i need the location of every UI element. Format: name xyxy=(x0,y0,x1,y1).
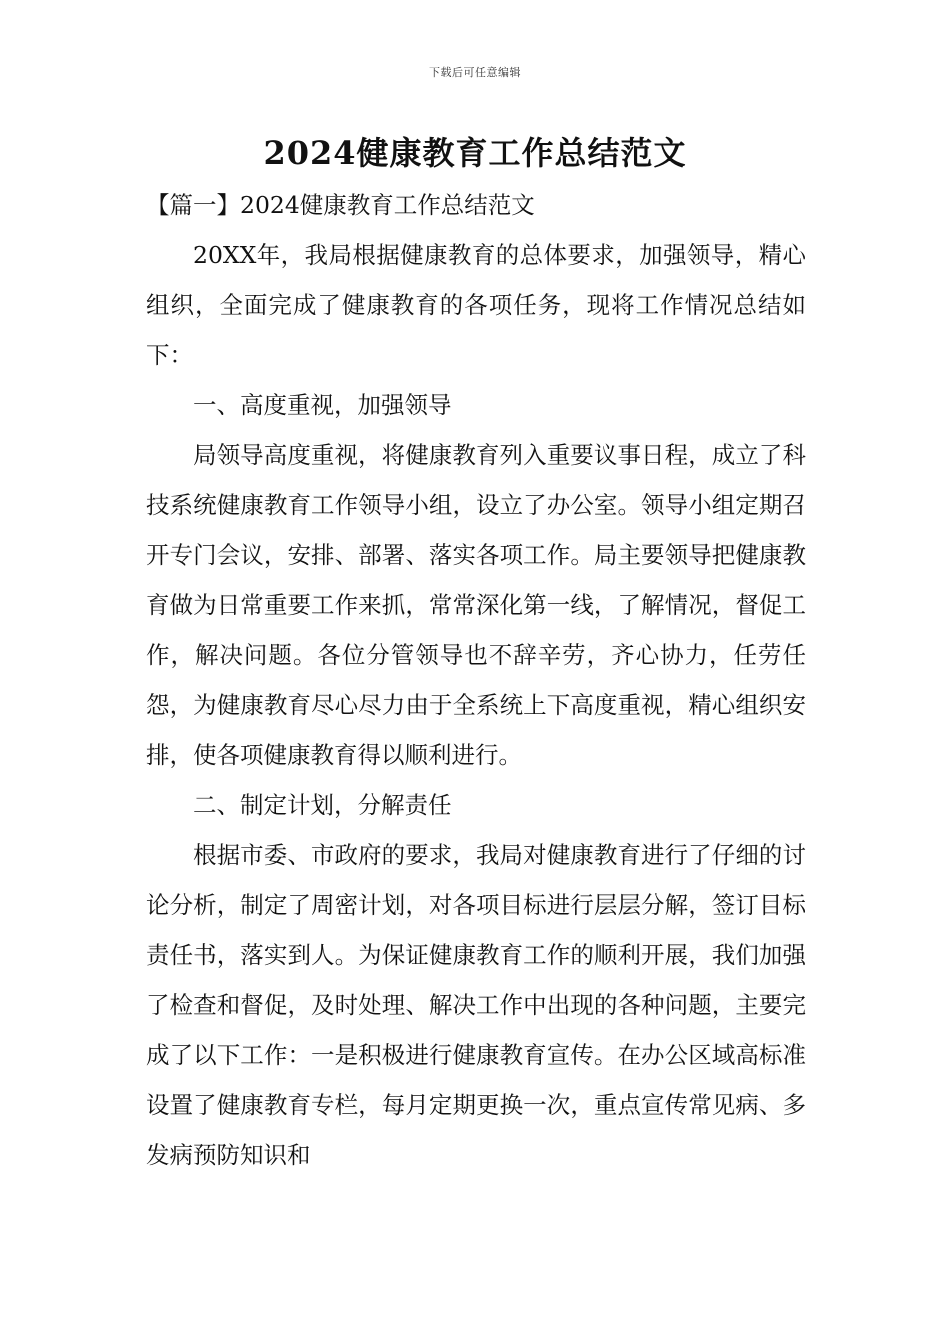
heading-section-two: 二、制定计划，分解责任 xyxy=(193,791,452,819)
heading-section-one: 一、高度重视，加强领导 xyxy=(193,391,452,419)
paragraph-section-one: 局领导高度重视，将健康教育列入重要议事日程，成立了科技系统健康教育工作领导小组，设立了办公室。领导小组定期召开专门会议，安排、部署、落实各项工作。局主要领导把健康教育做为日常重要工作来抓，常常深化第一线，了解情况，督促工作，解决问题。各位分管领导也不辞辛劳，齐心协力，任劳任怨，为健康教育尽心尽力由于全系统上下高度重视，精心组织安排，使各项健康教育得以顺利进行。 xyxy=(146,441,806,769)
section-label: 【篇一】2024健康教育工作总结范文 xyxy=(146,191,535,219)
paragraph-intro: 20XX年，我局根据健康教育的总体要求，加强领导，精心组织，全面完成了健康教育的各项任务，现将工作情况总结如下： xyxy=(146,241,806,369)
document-title: 2024健康教育工作总结范文 xyxy=(263,134,687,172)
paragraph-section-two: 根据市委、市政府的要求，我局对健康教育进行了仔细的讨论分析，制定了周密计划，对各项目标进行层层分解，签订目标责任书，落实到人。为保证健康教育工作的顺利开展，我们加强了检查和督促，及时处理、解决工作中出现的各种问题，主要完成了以下工作：一是积极进行健康教育宣传。在办公区域高标准设置了健康教育专栏，每月定期更换一次，重点宣传常见病、多发病预防知识和 xyxy=(146,841,806,1169)
document-body xyxy=(146,180,806,1180)
header-note: 下载后可任意编辑 xyxy=(429,66,521,79)
